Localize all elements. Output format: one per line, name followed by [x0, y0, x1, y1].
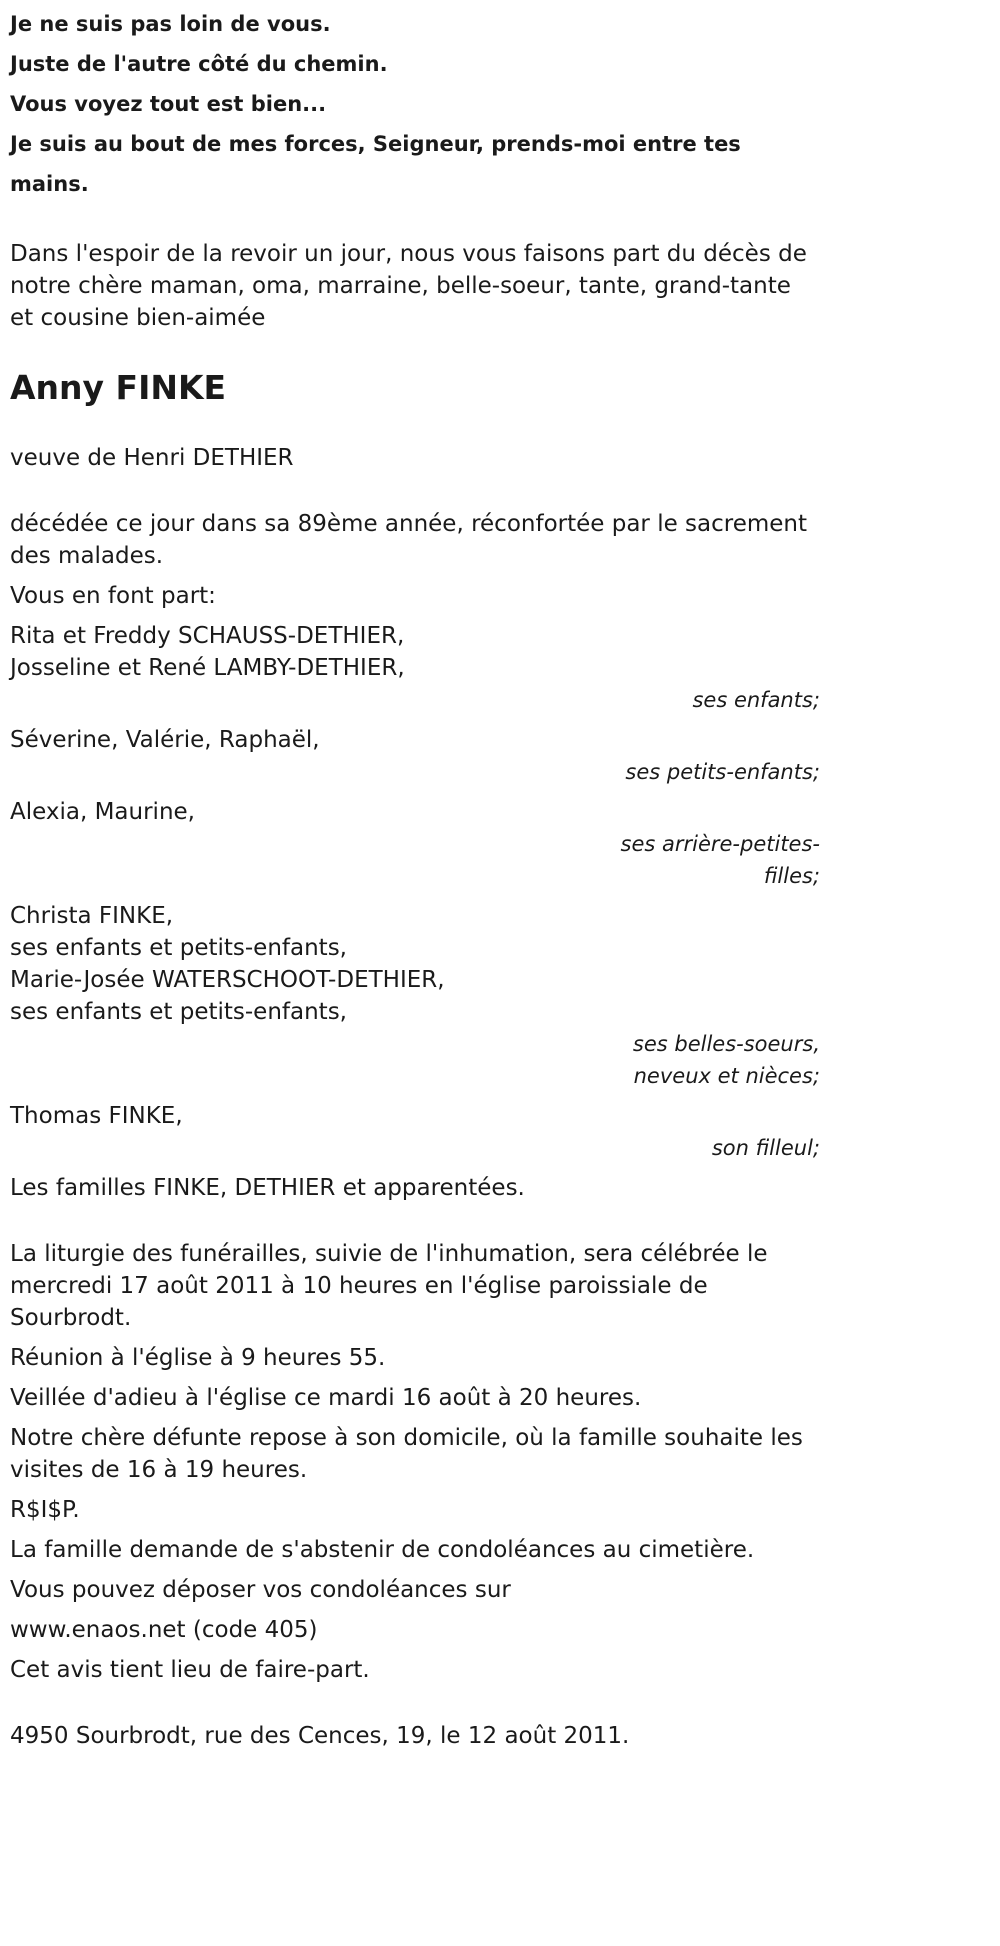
family-name-line: Rita et Freddy SCHAUSS-DETHIER,	[10, 623, 405, 649]
family-role: ses petits-enfants;	[625, 760, 820, 784]
family-great-grandchildren	[10, 796, 820, 892]
family-grandchildren	[10, 724, 820, 788]
poem-line: Je ne suis pas loin de vous.	[10, 12, 331, 36]
no-condolences-text: La famille demande de s'abstenir de condoléances au cimetière.	[10, 1537, 755, 1563]
rip-text: R$I$P.	[10, 1497, 80, 1523]
family-name-line: Marie-Josée WATERSCHOOT-DETHIER,	[10, 967, 445, 993]
poem-line: Juste de l'autre côté du chemin.	[10, 52, 388, 76]
family-role: filles;	[763, 864, 820, 888]
family-name-line: ses enfants et petits-enfants,	[10, 999, 347, 1025]
announce-label: Vous en font part:	[10, 583, 216, 609]
condolences-website: www.enaos.net (code 405)	[10, 1617, 318, 1643]
visits-info: Notre chère défunte repose à son domicile, où la famille souhaite les visites de 16 à 19 heures.	[10, 1425, 803, 1483]
family-role: ses arrière-petites-	[620, 832, 820, 856]
family-role: neveux et nièces;	[633, 1064, 820, 1088]
death-notice: décédée ce jour dans sa 89ème année, réconfortée par le sacrement des malades.	[10, 511, 808, 569]
related-families: Les familles FINKE, DETHIER et apparentées.	[10, 1175, 525, 1201]
vigil-info: Veillée d'adieu à l'église ce mardi 16 août à 20 heures.	[10, 1385, 642, 1411]
family-role: ses belles-soeurs,	[632, 1032, 820, 1056]
family-name-line: Josseline et René LAMBY-DETHIER,	[10, 655, 405, 681]
condolences-text: Vous pouvez déposer vos condoléances sur	[10, 1577, 511, 1603]
poem-line: Vous voyez tout est bien...	[10, 92, 327, 116]
deceased-name: Anny FINKE	[10, 368, 227, 407]
widow-of: veuve de Henri DETHIER	[10, 445, 294, 471]
family-name-line: Séverine, Valérie, Raphaël,	[10, 727, 320, 753]
poem	[10, 4, 820, 204]
family-name-line: ses enfants et petits-enfants,	[10, 935, 347, 961]
family-name-line: Christa FINKE,	[10, 903, 174, 929]
address-date: 4950 Sourbrodt, rue des Cences, 19, le 12 août 2011.	[10, 1723, 630, 1749]
liturgy-info: La liturgie des funérailles, suivie de l'inhumation, sera célébrée le mercredi 17 août 2011 à 10 heures en l'église paroissiale de Sourbrodt.	[10, 1241, 768, 1331]
family-role: son filleul;	[711, 1136, 820, 1160]
notice-text: Cet avis tient lieu de faire-part.	[10, 1657, 370, 1683]
family-children	[10, 620, 820, 716]
family-name-line: Thomas FINKE,	[10, 1103, 183, 1129]
intro-paragraph: Dans l'espoir de la revoir un jour, nous vous faisons part du décès de notre chère maman, oma, marraine, belle-soeur, tante, grand-tante et cousine bien-aimée	[10, 241, 807, 331]
poem-line: Je suis au bout de mes forces, Seigneur, prends-moi entre tes mains.	[10, 132, 741, 196]
family-godson	[10, 1100, 820, 1164]
family-name-line: Alexia, Maurine,	[10, 799, 195, 825]
family-in-laws	[10, 900, 820, 1092]
family-role: ses enfants;	[692, 688, 820, 712]
meeting-info: Réunion à l'église à 9 heures 55.	[10, 1345, 386, 1371]
